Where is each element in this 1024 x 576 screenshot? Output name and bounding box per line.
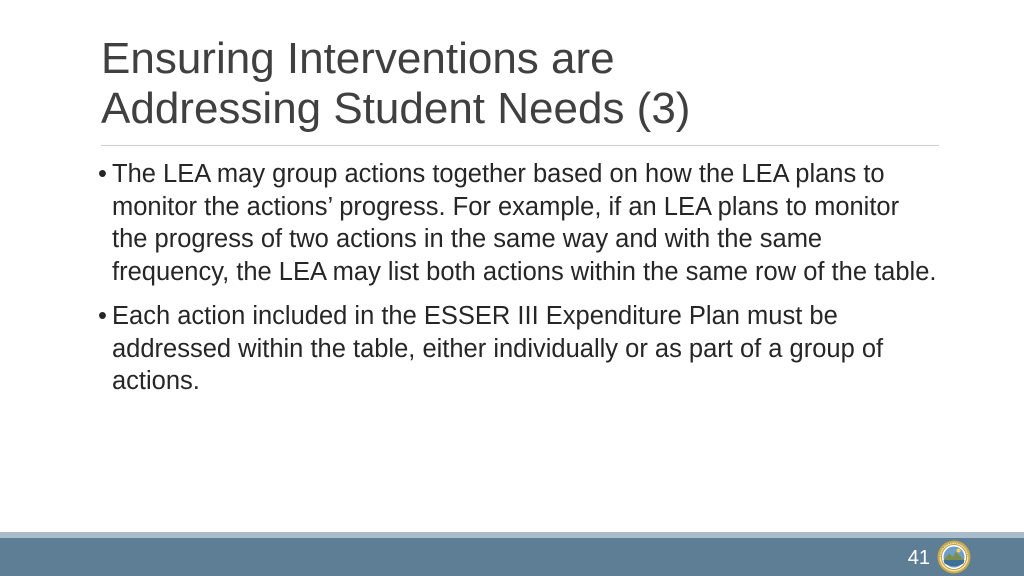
bullet-list bbox=[98, 158, 938, 410]
slide-title-line-2: Addressing Student Needs (3) bbox=[101, 84, 691, 133]
bullet-item bbox=[98, 300, 938, 398]
bullet-text: The LEA may group actions together based on how the LEA plans to monitor the actions’ progress. For example, if an LEA plans to monitor the progress of two actions in the same way and with the same frequency, the LEA may list both actions within the same row of the table. bbox=[112, 160, 937, 286]
page-number: 41 bbox=[907, 547, 930, 569]
bullet-item bbox=[98, 158, 938, 288]
title-divider bbox=[101, 145, 939, 146]
slide-title-line-1: Ensuring Interventions are bbox=[101, 34, 615, 83]
footer-bar bbox=[0, 538, 1024, 576]
bullet-text: Each action included in the ESSER III Expenditure Plan must be addressed within the table, either individually or as part of a group of actions. bbox=[112, 302, 884, 395]
state-seal-icon bbox=[937, 540, 971, 574]
bullet-dot-icon: • bbox=[98, 302, 107, 330]
bullet-dot-icon: • bbox=[98, 160, 107, 188]
slide-title bbox=[101, 34, 941, 134]
